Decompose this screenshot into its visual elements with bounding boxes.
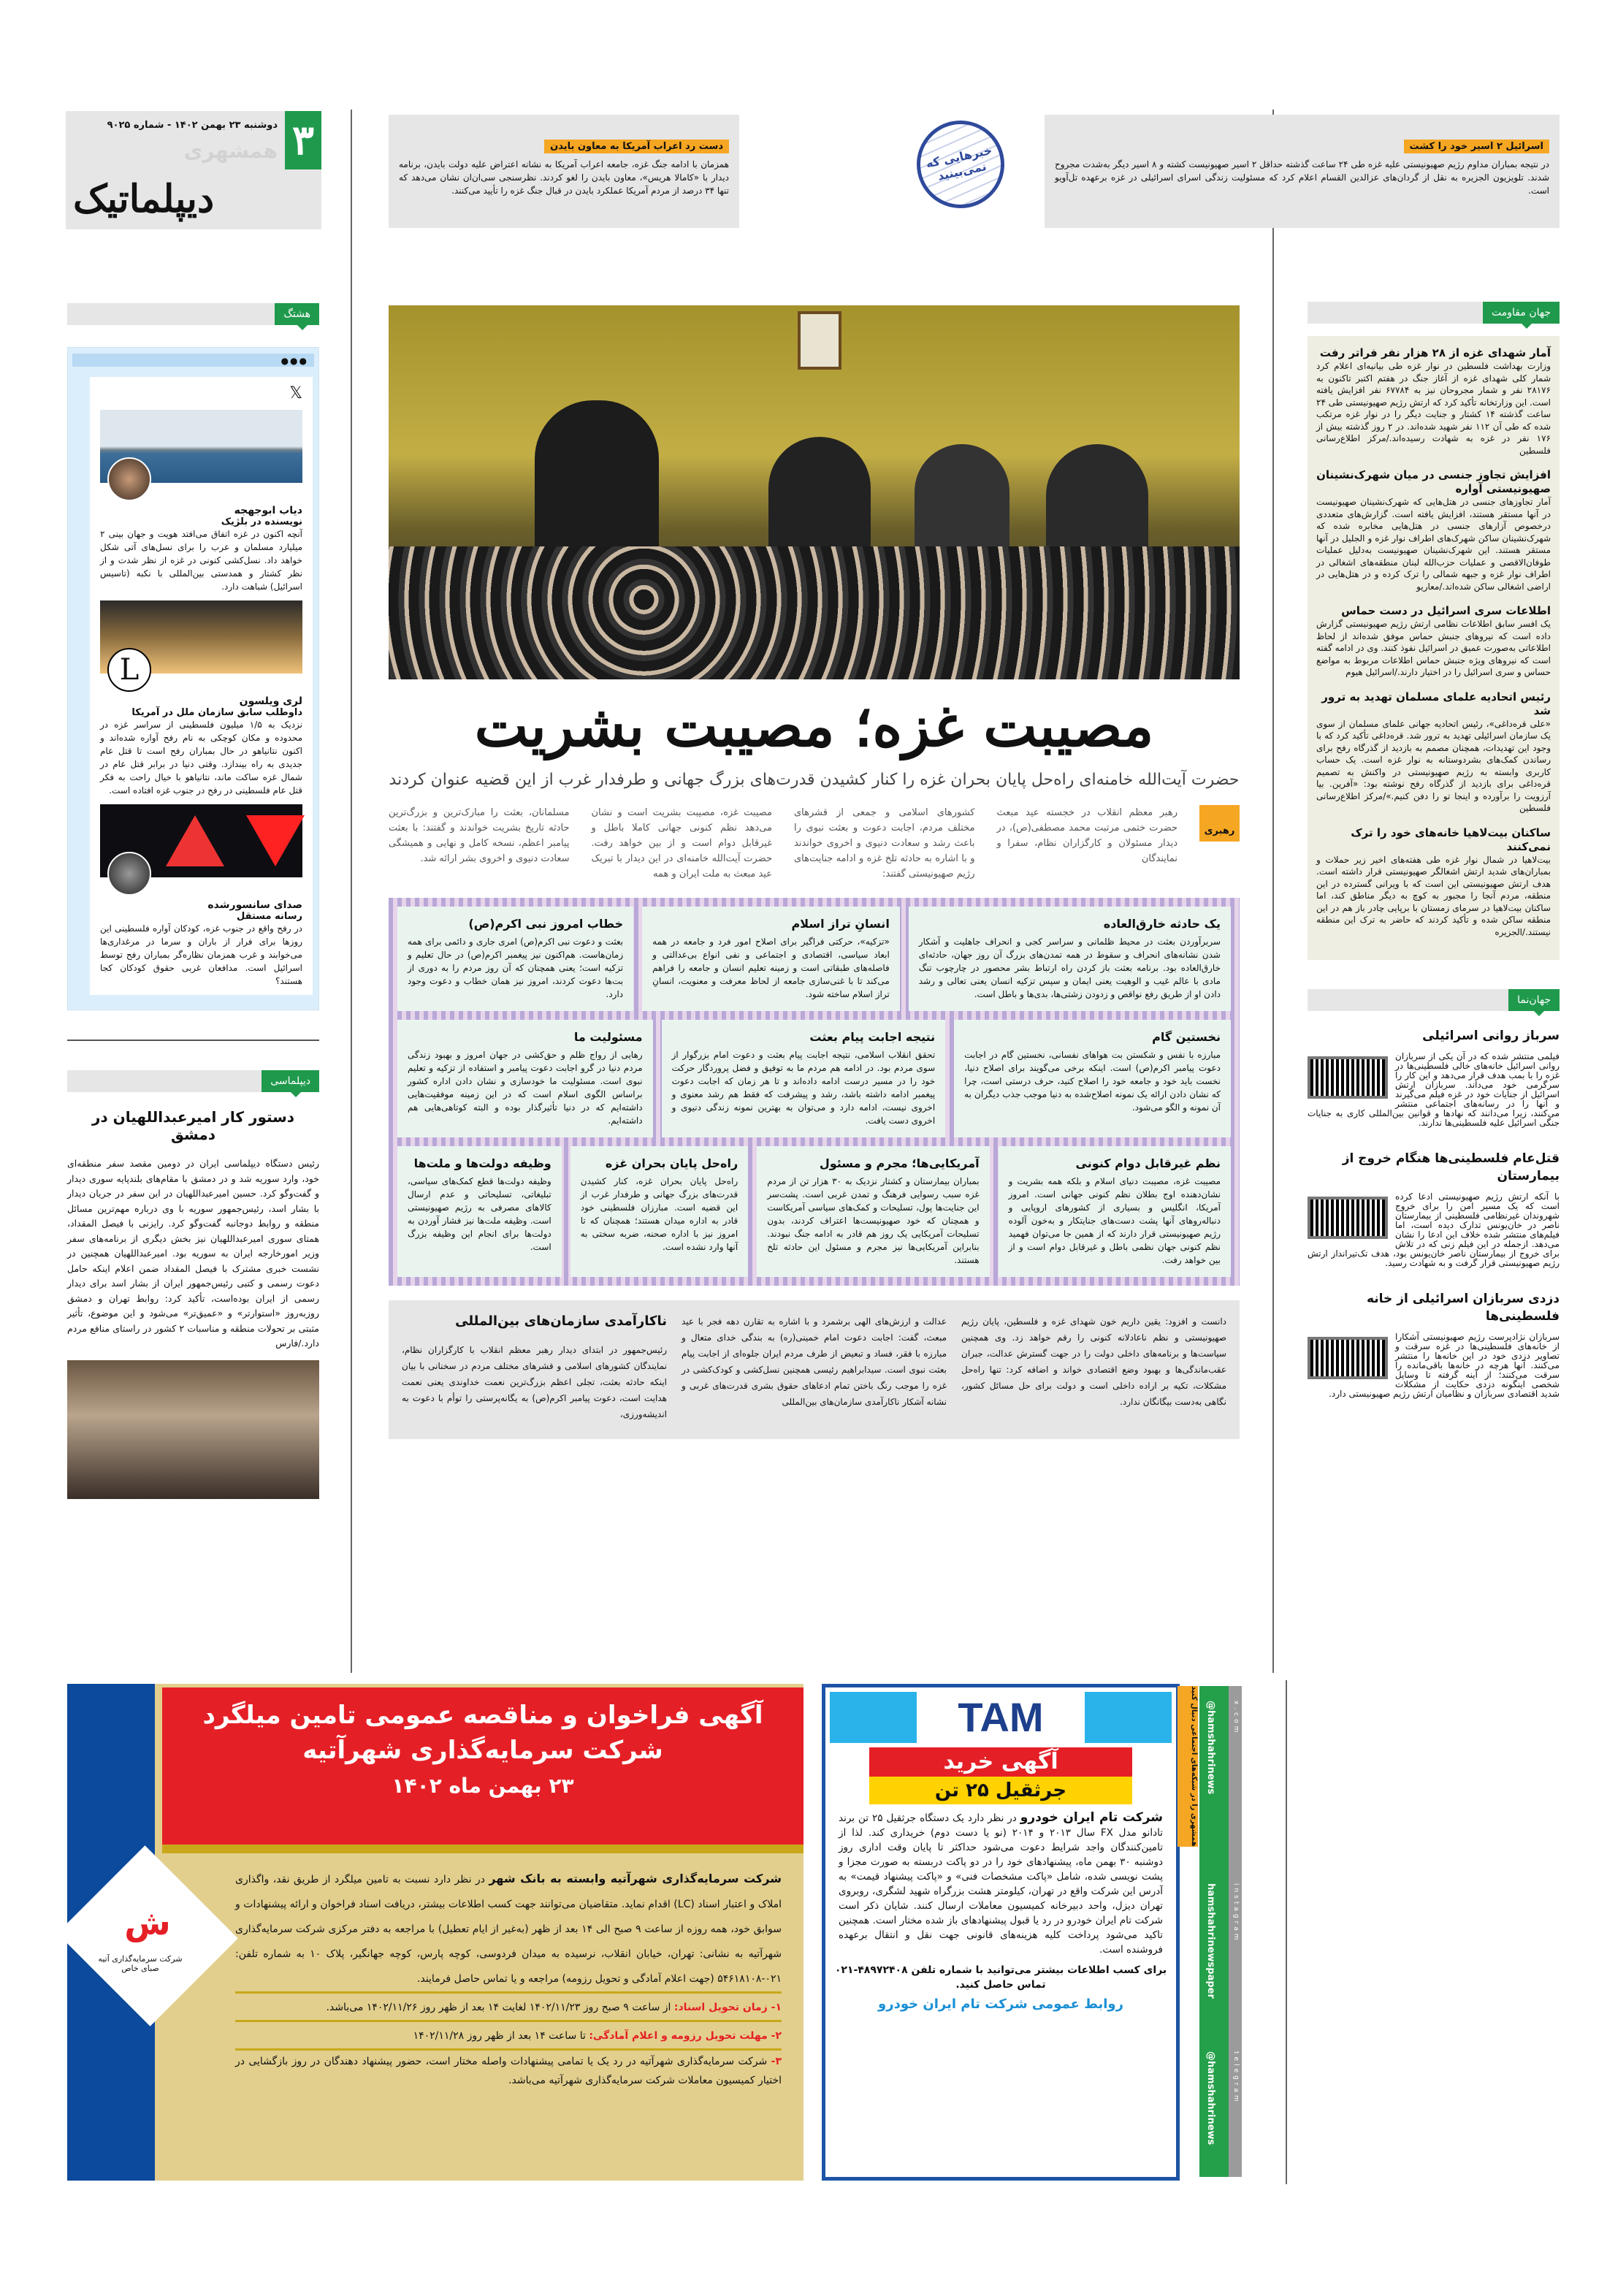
article-text: رئیس دستگاه دیپلماسی ایران در دومین مقصد سفر منطقه‌ای خود، وارد سوریه شد و در دمشق با مقام‌های بلندپایه سوری دیدار و گفت‌وگو کرد. حسین امیرعبداللهیان در این سفر در جریان دیدار با بشار اسد، رئیس‌جمهور سوریه با وی درباره مهم‌ترین مسائل منطقه و روابط دوجانبه گفت‌وگو کرد. رایزنی با فیصل المقداد، همتای سوری امیرعبداللهیان نیز بخش دیگری از برنامه‌های سفر وزیر امورخارجه ایران به سوریه بود. امیرعبداللهیان همچنین در نشست خبری مشترک با فیصل المقداد ضمن اعلام اینکه حامل دعوت رسمی و کتبی رئیس‌جمهور ایران از بشار اسد برای دیدار رسمی از ایران بوده‌است، تأکید کرد: روابط تهران و دمشق روزبه‌روز «استوارتر» و «عمیق‌تر» می‌شود و این موضوع، تأثیر مثبتی بر تحولات منطقه و مناسبات ۲ کشور در راستای منافع مردم دارد./فارس: [67, 1158, 320, 1349]
social-media-strip: [1190, 1686, 1242, 2177]
section-label: جهان‌نما: [1508, 989, 1560, 1011]
audience: [389, 546, 1240, 679]
ad-body: [235, 1866, 782, 2090]
box-text: راه‌حل پایان بحران غزه، کنار کشیدن قدرت‌های بزرگ جهانی و طرفدار غرب از این قضیه است. مبارزان فلسطینی خود قادر به اداره میدان هستند؛ همچنان که تا امروز نیز با اداره صحنه، ضربه سختی به آنها وارد نشده است.: [580, 1176, 738, 1252]
tweet: [100, 410, 302, 593]
avatar: L: [107, 648, 151, 692]
section-header-resistance: [1308, 302, 1560, 324]
tweet-author-role: رسانه مستقل: [237, 911, 302, 922]
person-figure: [535, 400, 659, 546]
quote-box: [662, 1020, 946, 1137]
box-text: تحقق انقلاب اسلامی، نتیجه اجابت پیام بعثت و دعوت امام بزرگوار از سوی مردم بود. در ادامه هم مردم ما به توفیق و فضل پروردگار حرکت خود را در مسیر درست ادامه داده‌اند و تا هر زمان که اجابت دعوت پیغمبر ادامه داشته باشد، رشد و پیشرفت که فقط هم رشد معنوی و اخروی نیست، ادامه دارد و می‌توان به بهترین نمونه زندگی دنیوی و اخروی دست یافت.: [671, 1050, 936, 1126]
quote-box-row: [389, 898, 1240, 1020]
ad-title: آگهی فراخوان و مناقصه عمومی تامین میلگرد: [202, 1701, 763, 1730]
news-text: وزارت بهداشت فلسطین در نوار غزه طی بیانیه‌ای اعلام کرد شمار کلی شهدای غزه از آغاز جنگ در هفتم اکتبر تاکنون به ۲۸۱۷۶ نفر و شمار مجروحان نیز به ۶۷۷۸۴ نفر افزایش یافته است. این وزارتخانه تأکید کرد که ارتش رژیم صهیونیستی طی ۲۴ ساعت گذشته ۱۴ کشتار و جنایت دیگر را در نوار غزه مرتکب شده که طی آن ۱۱۲ نفر شهید شده‌اند. در ۲ روز گذشته بیش از ۱۷۶ نفر در غزه به شهادت رسیده‌اند./مرکز اطلاع‌رسانی فلسطین: [1316, 361, 1551, 456]
ad-title: آگهی خرید: [869, 1747, 1132, 1777]
tweet-image: [100, 410, 302, 483]
more-icon: ●●●: [280, 356, 308, 366]
quote-box: [909, 907, 1231, 1011]
news-text: سربازان نژادپرست رژیم صهیونیستی آشکارا از خانه‌های فلسطینی‌ها در غزه سرقت و تصاویر دزدی خود در این خانه‌ها را منتشر می‌کنند. آنها هرچه در خانه‌ها باقی‌مانده را سرقت می‌کنند؛ از آینه گرفته تا وسایل شخصی اینگونه دزدی حکایت از مشکلات شدید اقتصادی سربازان و نظامیان ارتش رژیم صهیونیستی دارد.: [1329, 1332, 1560, 1399]
ad-item-label: ۳-: [771, 2056, 782, 2067]
article-text: رئیس‌جمهور در ابتدای دیدار رهبر معظم انقلاب با کارگزاران نظام، نمایندگان کشورهای اسلامی و قشرهای مختلف مردم در سخنانی با بیان اینکه حادثه بعثت، تجلی اعظم بزرگ‌ترین نعمت خداوندی یعنی نعمت هدایت است، دعوت پیامبر اکرم(ص) به یگانه‌پرستی را توأم با دعوت به اندیشه‌ورزی،: [402, 1345, 667, 1419]
tweet: [100, 600, 302, 797]
section-label: جهان مقاومت: [1483, 302, 1560, 324]
box-text: بمباران بیمارستان و کشتار نزدیک به ۳۰ هزار تن از مردم غزه سبب رسوایی فرهنگ و تمدن غربی است. پشت‌سر این جنایت‌ها پول، تسلیحات و کمک‌های سیاسی آمریکاست و همچنان که خود صهیونیست‌ها اعتراف کردند، بدون تسلیحات آمریکایی یک روز هم قادر به ادامه جنگ نبودند. بنابراین آمریکایی‌ها نیز مجرم و مسئول این حادثه تلخ هستند.: [767, 1176, 980, 1265]
section-header-hashtag: [67, 303, 319, 325]
main-article: [389, 690, 1240, 1439]
divider: [67, 1040, 319, 1041]
ad-item-label: ۲- مهلت تحویل رزومه و اعلام آمادگی:: [589, 2030, 782, 2042]
person-figure: [915, 444, 1009, 546]
lead-column: مصیبت غزه، مصیبت بشریت است و نشان می‌دهد نظم کنونی جهانی کاملا باطل و غیرقابل دوام است و از بین خواهد رفت. حضرت آیت‌الله خامنه‌ای در این دیدار با تبریک عید مبعث به ملت ایران و همه: [591, 807, 772, 880]
social-handle-x[interactable]: @hamshahrinews: [1205, 1701, 1216, 1795]
quote-box-row: [389, 1020, 1240, 1146]
tweet-author-role: نویسنده در بلژیک: [221, 516, 302, 527]
qr-code-icon[interactable]: [1308, 1197, 1388, 1239]
news-text: همزمان با ادامه جنگ غزه، جامعه اعراب آمریکا به نشانه اعتراض علیه دولت بایدن، برنامه دیدار با «کامالا هریس»، معاون بایدن را لغو کردند. نظرسنجی سی‌ان‌ان نشان می‌دهد که تنها ۳۴ درصد از مردم آمریکا عملکرد بایدن در قبال جنگ غزه را تأیید می‌کنند.: [399, 159, 729, 196]
news-title: افزایش تجاوز جنسی در میان شهرک‌نشینان صهیونیستی آواره: [1316, 468, 1551, 495]
article-text: دانست و افزود: یقین داریم خون شهدای غزه و فلسطین، پایان رژیم صهیونیستی و نظم ناعادلانه کنونی را رقم خواهد زد. وی همچنین سیاست‌ها و برنامه‌های داخلی دولت را در جهت گسترش عدالت، جبران عقب‌ماندگی‌ها و بهبود وضع اقتصادی خواند و اضافه کرد: تنها راه‌حل مشکلات، تکیه بر اراده داخلی است و دولت برای حل مسائل کشور، نگاهی به‌دست بیگانگان ندارد.: [961, 1316, 1226, 1407]
box-title: نخستین گام: [1152, 1030, 1221, 1044]
ad-body-text: در نظر دارد نسبت به تامین میلگرد از طریق نقد، واگذاری املاک و اعتبار اسناد (LC) اقدام نماید. متقاضیان می‌توانند جهت کسب اطلاعات بیشتر، دریافت اسناد فراخوان و ارائه پیشنهادات و سوابق خود، همه روزه از ساعت ۹ صبح الی ۱۴ بعد از ظهر (به‌غیر از ایام تعطیل) با مراجعه به دفتر مرکزی شرکت سرمایه‌گذاری شهرآتیه به نشانی: تهران، خیابان انقلاب، نرسیده به میدان فردوسی، کوچه پارس، کوچه جهانگیر، پلاک ۱۰ به شماره تلفن: ۰۲۱-۵۴۶۱۸۱۰۸ (جهت اعلام آمادگی و تحویل رزومه) مراجعه و یا تماس حاصل فرمایند.: [235, 1874, 782, 1985]
box-title: نتیجه اجابت پیام بعثت: [809, 1030, 936, 1044]
right-column: [1308, 302, 1560, 1399]
quote-box-row: [389, 1146, 1240, 1286]
column-divider: [351, 110, 352, 1673]
ad-date: ۲۳ بهمن ماه ۱۴۰۲: [392, 1774, 574, 1798]
quote-box: [397, 907, 633, 1011]
box-title: نظم غیرقابل دوام کنونی: [1075, 1156, 1221, 1170]
lead-column: کشورهای اسلامی و جمعی از قشرهای مختلف مردم، اجابت دعوت و بعثت نبوی را باعث رشد و سعادت دنیوی و اخروی خواندند و با اشاره به حادثه تلخ غزه و ادامه جنایت‌های رژیم صهیونیستی گفتند:: [794, 807, 975, 880]
news-title: اطلاعات سری اسرائیل در دست حماس: [1341, 604, 1551, 617]
left-column: [67, 303, 319, 1499]
news-title: اسرائیل ۲ اسیر خود را کشت: [1404, 140, 1549, 153]
news-text: فیلمی منتشر شده که در آن یکی از سربازان روانی اسرائیل خانه‌های خالی فلسطینی‌ها در غزه را با بمب هدف قرار می‌دهد و این کار را سرگرمی خود می‌داند. سربازان ارتش اسرائیل از جنایات خود در غزه فیلم می‌گیرند و آنها را در رسانه‌های اجتماعی منتشر می‌کنند، زیرا می‌دانند که نهادها و قوانین بین‌المللی کاری به جنایات جنگی اسرائیل علیه فلسطینی‌ها ندارند.: [1308, 1051, 1560, 1128]
section-header-jahan-nama: [1308, 989, 1560, 1011]
ad-item-text: تا ساعت ۱۴ بعد از ظهر روز ۱۴۰۲/۱۱/۲۸: [413, 2030, 589, 2042]
avatar: [107, 457, 151, 501]
tweet-text: آنچه اکنون در غزه اتفاق می‌افتد هویت و جهان بینی ۲ میلیارد مسلمان و عرب را برای نسل‌های آتی شکل خواهد داد. نسل‌کشی کنونی در غزه از نظر شدت و از نظر کشتار و همدستی بین‌المللی با نکبه (تاسیس اسرائیل) شباهت دارد.: [100, 529, 302, 592]
network-label: instagram: [1232, 1883, 1240, 1943]
browser-bar: [72, 354, 314, 367]
tweet: [100, 804, 302, 988]
top-news-left: [389, 115, 739, 228]
news-title: سرباز روانی اسرائیلی: [1422, 1029, 1560, 1043]
box-text: مصیبت غزه، مصیبت دنیای اسلام و بلکه همه بشریت و نشان‌دهنده اوج بطلان نظم کنونی جهانی است. امروز آمریکا، انگلیس و بسیاری از کشورهای اروپایی و دنباله‌روهای آنها پشت دست‌های جنایتکار و به‌خون آلوده رژیم صهیونیستی قرار دارند که از همین جا می‌توان فهمید نظم کنونی جهان نظمی باطل و غیرقابل دوام است و از بین خواهد رفت.: [1008, 1176, 1221, 1265]
masthead: [66, 111, 321, 229]
news-text: یک افسر سابق اطلاعات نظامی ارتش رژیم صهیونیستی گزارش داده است که نیروهای جنبش حماس موفق شده‌اند از لحاظ اطلاعاتی به‌صورت عمیق در اسرائیل نفوذ کنند. وی در ادامه گفته است که نیروهای ویژه جنبش حماس اطلاعات مربوط به مواضع حساس و سری اسرائیل را در اختیار دارند./اسرائیل هیوم: [1316, 619, 1551, 677]
person-figure: [1046, 444, 1148, 546]
ad-company: شرکت سرمایه‌گذاری شهرآتیه: [302, 1736, 663, 1765]
tweet-author: دیاب ابوجهجه: [234, 505, 302, 516]
network-label: x.com: [1232, 1701, 1240, 1736]
page-number: ۳: [285, 111, 321, 169]
ad-signature: روابط عمومی شرکت تام ایران خودرو: [878, 1996, 1123, 2012]
qr-code-icon[interactable]: [1308, 1337, 1388, 1379]
section-header-diplomacy: [67, 1070, 319, 1092]
box-text: سربرآوردن بعثت در محیط ظلمانی و سراسر کجی و انحراف جاهلیت و آشکار شدن نشانه‌های انحراف و سقوط در همه تمدن‌های بزرگ آن روز جهان، حادثه‌ای خارق‌العاده بود. برنامه بعثت باز کردن راه ارتباط بشر محصور در چارچوب تنگ مادی با عالم غیب و الوهیت یعنی ایمان و سپس تزکیه انسان یعنی تعالی و رشد دادن او از طریق رفع نواقص و زدودن زشتی‌ها، بدی‌ها و باطل است.: [918, 937, 1221, 999]
section-label: هشتگ: [275, 303, 319, 325]
tweet-image: [100, 600, 302, 687]
top-news-right: [1045, 115, 1560, 228]
tweet-author: صدای سانسورشده: [207, 899, 302, 911]
tam-logo: TAM: [917, 1692, 1085, 1743]
ad-gold-strip: [162, 1845, 804, 1853]
main-subheadline: حضرت آیت‌الله خامنه‌ای راه‌حل پایان بحران غزه را کنار کشیدن قدرت‌های بزرگ جهانی و طرفدار غرب از این قضیه عنوان کردند: [389, 771, 1240, 789]
article-title: ناکارآمدی سازمان‌های بین‌المللی: [455, 1313, 667, 1329]
lead-text: [389, 805, 1240, 882]
ad-item-text: از ساعت ۹ صبح روز ۱۴۰۲/۱۱/۲۳ لغایت ۱۴ بعد از ظهر روز ۱۴۰۲/۱۱/۲۶ می‌باشد.: [326, 2002, 674, 2013]
jahan-nama-list: [1308, 1017, 1560, 1399]
box-text: مبارزه با نفس و شکستن بت هواهای نفسانی، نخستین گام در اجابت دعوت پیامبر اکرم(ص) است. اینکه برخی می‌گویند برای اصلاح دنیا، نخست باید خود و جامعه خود را اصلاح کنید، حرف درستی است، چرا که نشان دادن ارائه یک نمونه اصلاح‌شده به دنیا موجب جذب دیگران به آن نمونه و الگو می‌شود.: [964, 1050, 1221, 1113]
watermelon-icon: [166, 815, 224, 866]
box-title: خطاب امروز نبی اکرم(ص): [468, 917, 624, 931]
ad-item-text: شرکت سرمایه‌گذاری شهرآتیه در رد یک یا تمامی پیشنهادات واصله مختار است، حضور پیشنهاد دهندگان در روز بازگشایی در اختیار کمیسیون معاملات شرکت سرمایه‌گذاری شهرآتیه می‌باشد.: [235, 2056, 782, 2086]
quote-box: [397, 1020, 653, 1137]
portrait-frame: [798, 311, 841, 370]
person-figure: [768, 437, 871, 546]
leader-meeting-photo: [389, 305, 1240, 679]
lead-column: مسلمانان، بعثت را مبارک‌ترین و بزرگ‌ترین حادثه تاریخ بشریت خواندند و گفتند: با بعثت پیامبر اعظم، نسخه کامل و نهایی و همیشگی سعادت دنیوی و اخروی بشر ارائه شد.: [389, 807, 570, 864]
x-logo-icon: 𝕏: [289, 384, 302, 403]
ad-item-label: ۱- زمان تحویل اسناد:: [673, 2002, 782, 2013]
section-logo: دیپلماتیک: [73, 177, 215, 221]
ad-company: شرکت تام ایران خودرو: [1020, 1810, 1164, 1825]
network-label: telegram: [1232, 2051, 1240, 2105]
avatar: [107, 852, 151, 896]
company-logo-mark: ش: [124, 1903, 171, 1942]
kicker-badge: رهبری: [1199, 805, 1240, 842]
social-handle-telegram[interactable]: @hamshahrinews: [1205, 2051, 1216, 2146]
quote-box: [999, 1146, 1231, 1277]
follow-label: همشهری را در شبکه‌های اجتماعی دنبال کنید: [1177, 1686, 1198, 1847]
qr-code-icon[interactable]: [1308, 1056, 1388, 1099]
news-title: دست رد اعراب آمریکا به معاون بایدن: [544, 140, 729, 153]
company-logo-text: شرکت سرمایه‌گذاری آتیه صبای خاص: [98, 1954, 183, 1973]
tweet-text: نزدیک به ۱/۵ میلیون فلسطینی از سراسر غزه در محدوده و مکان کوچکی به نام رفح آواره شده‌اند و اکنون نتانیاهو در حال بمباران رفح است تا قتل عام جدیدی به راه بیندازد. وقتی دنیا در برابر قتل عام در شمال غزه ساکت ماند، نتانیاهو با خیال راحت به فکر قتل عام فلسطینی در رفح در جنوب غزه افتاده است.: [100, 720, 302, 796]
tweet-image: [100, 804, 302, 877]
tweet-panel: [67, 347, 319, 1010]
quote-box: [757, 1146, 989, 1277]
stamp-badge: خبرهایی که نمی‌بینید: [909, 112, 1012, 216]
news-text: «علی قره‌داغی»، رئیس اتحادیه جهانی علمای مسلمان از سوی یک سازمان اسرائیلی تهدید به ترور شد. قره‌داغی تأکید کرد که با وجود این تهدیدات، همچنان مصمم به بازدید از گذرگاه رفح برای رساندن کمک‌های بشردوستانه به نوار غزه است. یک حساب کاربری وابسته به رژیم صهیونیستی در واکنش به تصمیم قره‌داغی برای بازدید از گذرگاه رفح نوشته بود: «آفرین. بیا آرزویت را برآورده و اینجا تو را دفن کنیم.»/مرکز اطلاع‌رسانی فلسطین: [1316, 718, 1551, 813]
news-text: در نتیجه بمباران مداوم رژیم صهیونیستی علیه غزه طی ۲۴ ساعت گذشته حداقل ۲ اسیر صهیونیست کشته و ۸ اسیر دیگر به‌شدت مجروح شدند. تلویزیون الجزیره به نقل از گردان‌های عزالدین القسام اعلام کرد که مسئولیت زندگی اسرای اسرائیلی در غزه برعهده تل‌آویو است.: [1055, 159, 1549, 196]
news-title: قتل‌عام فلسطینی‌ها هنگام خروج از بیمارستان: [1342, 1151, 1560, 1183]
quote-box: [642, 907, 900, 1011]
news-title: آمار شهدای غزه از ۲۸ هزار نفر فراتر رفت: [1319, 346, 1551, 359]
news-text: با آنکه ارتش رژیم صهیونیستی ادعا کرده است که یک مسیر امن را برای خروج شهروندان غیرنظامی فلسطینی از بیمارستان ناصر در خان‌یونس تدارک دیده است، اما فیلم‌های منتشر شده خلاف این ادعا را نشان می‌دهد. ازجمله در این فیلم زنی که در تلاش برای خروج از بیمارستان ناصر خان‌یونس بود، هدف تک‌تیرانداز ارتش رژیم صهیونیستی قرار گرفت و به شهادت رسید.: [1308, 1191, 1560, 1268]
box-text: بعثت و دعوت نبی اکرم(ص) امری جاری و دائمی برای همه زمان‌هاست. هم‌اکنون نیز پیغمبر اکرم(ص) در حال تعلیم و تزکیه است؛ یعنی همچنان که آن روز مردم را به دوری از بت‌ها دعوت کردند، امروز نیز همان خطاب و دعوت وجود دارد.: [408, 937, 624, 999]
box-title: وظیفه دولت‌ها و ملت‌ها: [413, 1156, 551, 1170]
news-title: دزدی سربازان اسرائیلی از خانه فلسطینی‌ها: [1366, 1292, 1560, 1324]
news-title: ساکنان بیت‌لاهیا خانه‌های خود را ترک نمی‌کنند: [1351, 825, 1551, 853]
news-text: آمار تجاوزهای جنسی در هتل‌هایی که شهرک‌نشینان صهیونیست در آنها مستقر هستند، افزایش یافته است. گزارش‌های متعددی درخصوص آزارهای جنسی در هتل‌هایی مخابره شده که شهرک‌نشینان ساکن شهرک‌های اطراف نوار غزه و الجلیل در آنها مستقر هستند. این شهرک‌نشینان صهیونیست به‌دلیل عملیات طوفان‌الاقصی و عملیات حزب‌الله لبنان منطقه‌های اشغالی در اطراف نوار غزه و جبهه شمالی را ترک کرده و در هتل‌هایی در اراضی اشغالی ساکن شده‌اند./معاریو: [1316, 497, 1551, 592]
main-headline: مصیبت غزه؛ مصیبت بشریت: [474, 693, 1154, 760]
social-handle-instagram[interactable]: hamshahrinewspaper: [1205, 1883, 1216, 1999]
tender-advertisement: [67, 1684, 804, 2181]
ad-subtitle: جرثقیل ۲۵ تن: [869, 1777, 1132, 1804]
publication-name: همشهری: [183, 139, 278, 163]
issue-date: دوشنبه ۲۳ بهمن ۱۴۰۲ - شماره ۹۰۲۵: [107, 120, 278, 131]
article-title: دستور کار امیرعبداللهیان در دمشق: [91, 1108, 295, 1143]
ad-company-bold: شرکت سرمایه‌گذاری شهرآتیه وابسته به بانک شهر: [489, 1872, 782, 1885]
box-title: آمریکایی‌ها؛ مجرم و مسئول: [819, 1156, 980, 1170]
box-text: رهایی از رواج ظلم و حق‌کشی در جهان امروز و بهبود زندگی مردم دنیا در گرو اجابت دعوت پیامبر و استفاده از تزکیه و تعلیم نبوی است. مسئولیت ما خودسازی و نشان دادن اداره کشور براساس الگوی اسلام است که در این زمینه موفقیت‌هایی داشته‌ایم که در دنیا تأثیرگذار بوده و البته کوتاهی‌هایی هم داشته‌ایم.: [408, 1050, 643, 1126]
box-title: یک حادثه خارق‌العاده: [1103, 917, 1221, 931]
quote-box: [570, 1146, 748, 1277]
column-divider: [1286, 1680, 1287, 2184]
section-label: دیپلماسی: [262, 1070, 319, 1092]
tweet-text: در رفح واقع در جنوب غزه، کودکان آواره فلسطینی این روزها برای فرار از باران و سرما در مرغداری‌ها می‌خوابند و غرب همزمان نظاره‌گر بمباران رفح توسط اسرائیل است. مدافعان غربی حقوق کودکان کجا هستند؟: [100, 923, 302, 986]
tweet-author-role: داوطلب سابق سازمان ملل در آمریکا: [131, 707, 302, 718]
purchase-advertisement: [822, 1684, 1180, 2181]
ad-contact: برای کسب اطلاعات بیشتر می‌توانید با شماره تلفن ۴۸۹۷۲۴۰۸-۰۲۱ تماس حاصل کنید.: [834, 1964, 1167, 1991]
triangle-icon: [246, 815, 305, 866]
column-divider: [1272, 110, 1274, 1673]
box-title: راه‌حل پایان بحران غزه: [605, 1156, 738, 1170]
quote-box: [397, 1146, 562, 1277]
quote-box: [954, 1020, 1231, 1137]
news-title: رئیس اتحادیه علمای مسلمان تهدید به ترور شد: [1321, 690, 1551, 717]
ad-body-text: در نظر دارد یک دستگاه جرثقیل ۲۵ تن برند تادانو مدل FX سال ۲۰۱۳ و ۲۰۱۴ (نو یا دست دوم) خریداری کند. لذا از تامین‌کنندگان واجد شرایط دعوت می‌شود حداکثر تا پایان وقت اداری روز دوشنبه ۳۰ بهمن ماه، پیشنهادهای خود را در دو پاکت دربسته به صورت مجزا و پشت نویسی شده، شامل «پاکت مشخصات فنی» و «پاکت پیشنهاد قیمت» به آدرس این شرکت واقع در تهران، کیلومتر هشت بزرگراه شهید لشگری، روبروی تهران دیزل، واحد دبیرخانه کمیسیون معاملات ارسال کنند. شایان ذکر است شرکت تام ایران خودرو در رد یا قبول پیشنهادهای باز شده مختار است. همچنین تاکید می‌شود پرداخت کلیه هزینه‌های قانونی جهت نقل و انتقال برعهده فروشنده است.: [839, 1812, 1163, 1956]
news-text: بیت‌لاهیا در شمال نوار غزه طی هفته‌های اخیر زیر حملات و بمباران‌های شدید ارتش اشغالگر صهیونیستی قرار داشته است. هدف ارتش صهیونیستی این است که با ویرانی گسترده در این منطقه، مردم آنجا را مجبور به کوچ به دیگر مناطق کند، اما ساکنان بیت‌لاهیا در سرمای زمستان با برپایی چادر باز هم در این منطقه ساکن شده و تأکید کردند که حاضر به ترک این منطقه نیستند./الجزیره: [1316, 854, 1551, 937]
box-text: «تزکیه»، حرکتی فراگیر برای اصلاح امور فرد و جامعه در همه ابعاد سیاسی، اقتصادی و اجتماعی و نفی انواع بی‌عدالتی و فاصله‌های طبقاتی است و زمینه تعلیم انسان و جامعه را فراهم می‌کند تا با غنی‌سازی جامعه از لحاظ معرفت و معنویت، انسانِ تراز اسلام ساخته شود.: [652, 937, 890, 999]
ad-title-banner: [162, 1687, 804, 1845]
article-text: عدالت و ارزش‌های الهی برشمرد و با اشاره به تقارن دهه فجر با عید مبعث، گفت: اجابت دعوت امام خمینی(ره) به بندگی خدای متعال و مبارزه با فقر، فساد و تبعیض از طرف مردم ایران جلوه‌ای از اجابت پیام بعثت نبوی است. سیدابراهیم رئیسی همچنین نسل‌کشی و کودک‌کشی در غزه را موجب رنگ باختن تمام ادعاهای حقوق بشری قدرت‌های غربی و نشانه آشکار ناکارآمدی سازمان‌های بین‌المللی: [682, 1316, 947, 1407]
box-title: مسئولیت ما: [573, 1030, 643, 1044]
box-text: وظیفه دولت‌ها قطع کمک‌های سیاسی، تبلیغاتی، تسلیحاتی و عدم ارسال کالاهای مصرفی به رژیم صهیونیستی است. وظیفه ملت‌ها نیز فشار آوردن به دولت‌ها برای انجام این وظیفه بزرگ است.: [408, 1176, 551, 1252]
resistance-news-list: [1308, 336, 1560, 960]
bottom-article: [389, 1300, 1240, 1439]
lead-column: رهبر معظم انقلاب در خجسته عید مبعث حضرت ختمی مرتبت محمد مصطفی(ص)، در دیدار مسئولان و کارگزاران نظام، سفرا و نمایندگان: [996, 807, 1177, 864]
diplomacy-photo: [67, 1360, 319, 1499]
tweet-author: لری ویلسون: [239, 695, 302, 707]
box-title: انسانِ تراز اسلام: [791, 917, 890, 931]
